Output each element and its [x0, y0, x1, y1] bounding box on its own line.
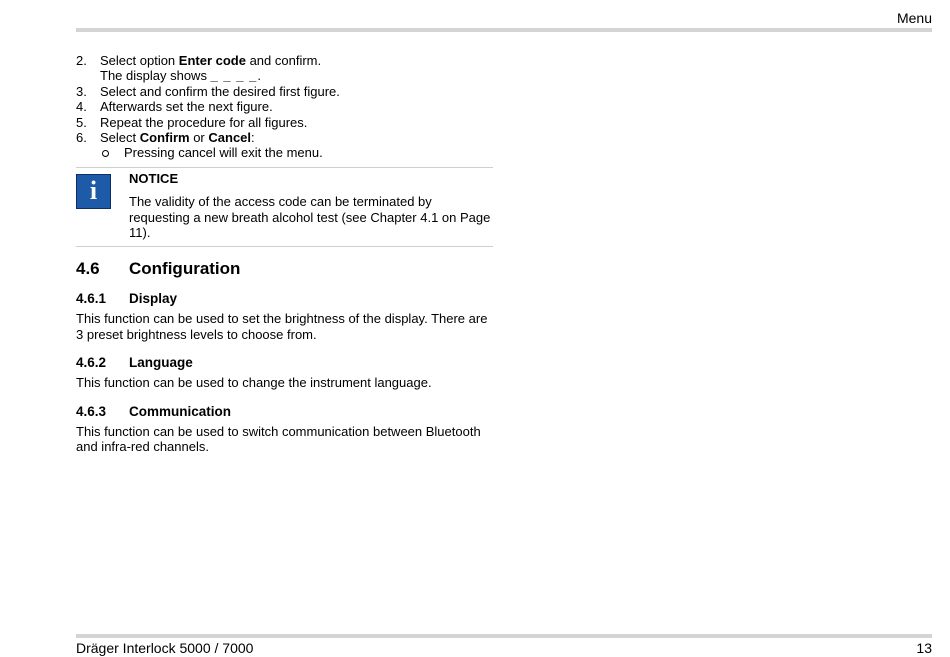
info-glyph: i	[89, 176, 98, 206]
subsection-heading-communication	[76, 404, 493, 420]
step-option: Enter code	[178, 53, 246, 68]
step-number: 5.	[76, 114, 87, 130]
step-text: Afterwards set the next figure.	[100, 99, 273, 115]
circle-bullet-icon	[102, 150, 109, 157]
step-2	[76, 53, 493, 68]
footer-rule	[76, 634, 932, 638]
step-text: Select	[100, 130, 140, 146]
page-content	[76, 53, 493, 455]
subsection-text-communication: This function can be used to switch communication between Bluetooth and infra-red channels.	[76, 423, 481, 455]
step-number: 2.	[76, 53, 87, 68]
display-note-text: The display shows	[100, 68, 211, 84]
subsection-number: 4.6.2	[76, 355, 107, 371]
step-text: Select option	[100, 53, 179, 68]
subsection-title: Display	[129, 291, 178, 307]
code-placeholder: _ _ _ _	[210, 68, 258, 84]
subsection-text-display: This function can be used to set the brightness of the display. There are 3 preset brightness levels to choose from.	[76, 311, 488, 342]
step-number: 6.	[76, 130, 87, 146]
page-number: 13	[916, 640, 932, 656]
step-4	[76, 99, 493, 114]
footer-product-name: Dräger Interlock 5000 / 7000	[76, 640, 254, 656]
notice-text: The validity of the access code can be terminated by requesting a new breath alcohol test (see Chapter 4.1 on Page 11).	[129, 194, 491, 241]
header-rule	[76, 28, 932, 32]
step-number: 3.	[76, 83, 87, 99]
step-text: Select and confirm the desired first figure.	[100, 83, 340, 99]
running-header: Menu	[896, 10, 932, 26]
step-text: :	[251, 130, 255, 146]
step-6	[76, 130, 493, 145]
subsection-number: 4.6.3	[76, 403, 107, 419]
subsection-title: Communication	[129, 403, 232, 419]
display-note-end: .	[257, 68, 261, 84]
step-text: and confirm.	[245, 53, 322, 68]
section-number: 4.6	[76, 259, 100, 279]
cancel-option: Cancel	[208, 130, 252, 146]
section-title: Configuration	[129, 259, 241, 279]
bullet-item	[76, 145, 493, 160]
notice-box	[76, 167, 493, 248]
step-number: 4.	[76, 99, 87, 115]
step-5	[76, 115, 493, 130]
subsection-title: Language	[129, 355, 193, 371]
subsection-heading-display	[76, 291, 493, 307]
step-text: Repeat the procedure for all figures.	[100, 114, 308, 130]
notice-title: NOTICE	[129, 170, 179, 186]
confirm-option: Confirm	[139, 130, 190, 146]
step-text: or	[189, 130, 209, 146]
section-heading	[76, 259, 493, 279]
info-icon	[76, 174, 111, 209]
subsection-number: 4.6.1	[76, 291, 107, 307]
subsection-text-language: This function can be used to change the instrument language.	[76, 375, 432, 391]
bullet-text: Pressing cancel will exit the menu.	[124, 145, 323, 161]
subsection-heading-language	[76, 355, 493, 371]
step-2-display-note	[76, 68, 493, 83]
step-3	[76, 84, 493, 99]
